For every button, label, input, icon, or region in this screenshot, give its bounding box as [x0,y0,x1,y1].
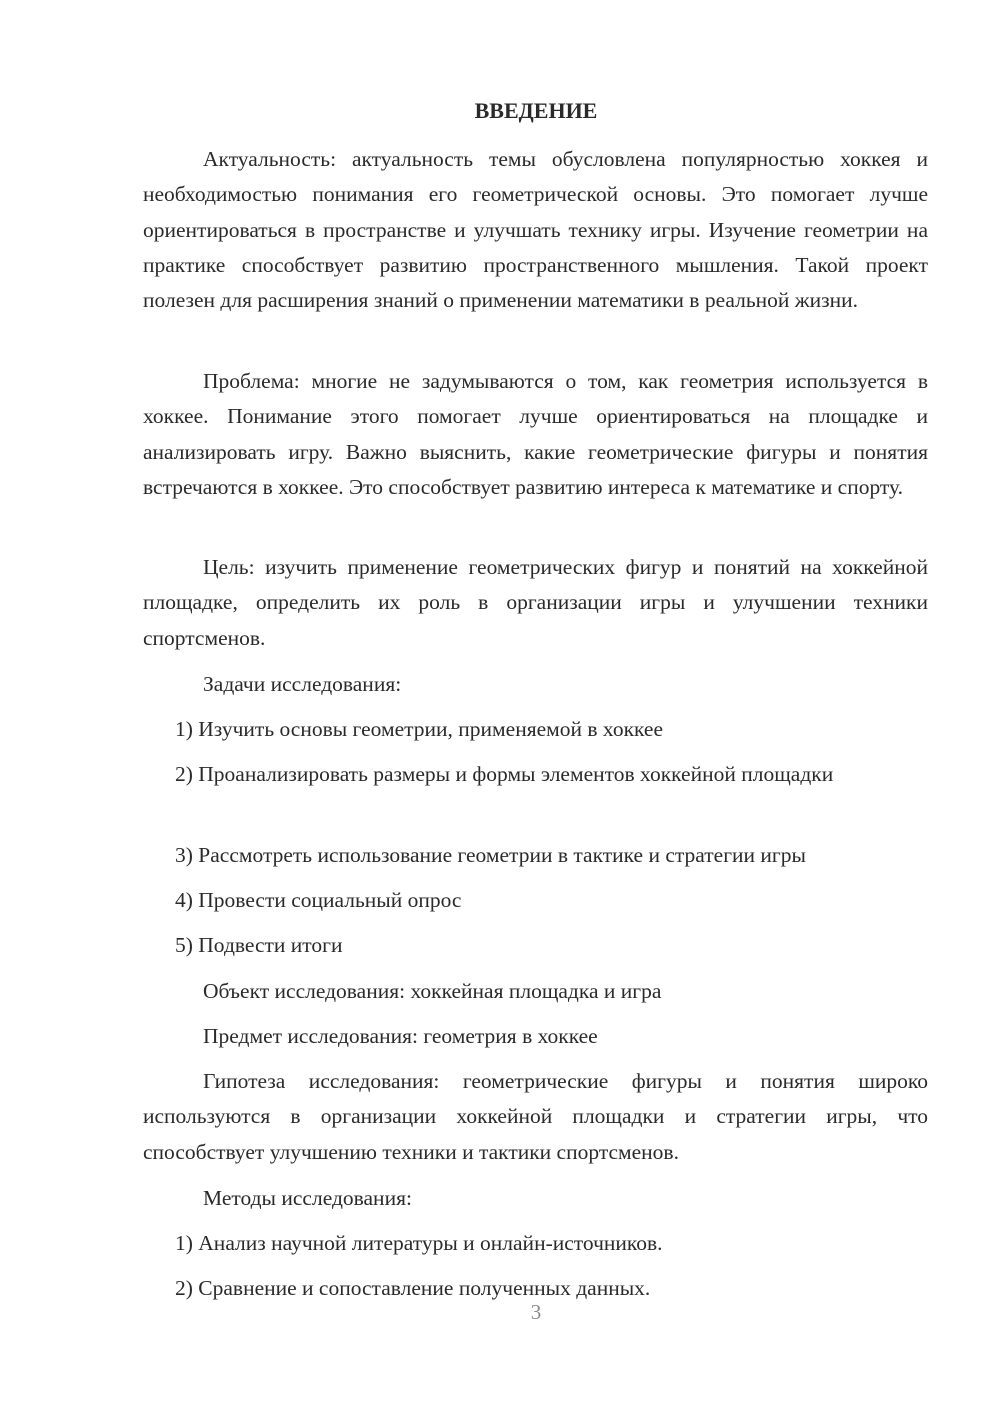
task-item: 1) Изучить основы геометрии, применяемой в хоккее [175,717,664,741]
hypothesis-paragraph: Гипотеза исследования: геометрические фигуры и понятия широко используются в организации хоккейной площадки и стратегии игры, что способствует улучшению техники и тактики спортсменов. [143,1069,928,1164]
goal-paragraph: Цель: изучить применение геометрических фигур и понятий на хоккейной площадке, определить их роль в организации игры и улучшении техники спортсменов. [143,555,928,650]
relevance-paragraph: Актуальность: актуальность темы обусловлена популярностью хоккея и необходимостью понимания его геометрической основы. Это помогает лучше ориентироваться в пространстве и улучшать технику игры. Изучение геометрии на практике способствует развитию пространственного мышления. Такой проект полезен для расширения знаний о применении математики в реальной жизни. [143,147,928,313]
task-item: 2) Проанализировать размеры и формы элементов хоккейной площадки [175,762,834,786]
method-item: 2) Сравнение и сопоставление полученных данных. [175,1276,651,1300]
tasks-heading: Задачи исследования: [203,672,402,696]
page-number: 3 [530,1300,542,1324]
task-item: 4) Провести социальный опрос [175,888,462,912]
task-item: 5) Подвести итоги [175,933,343,957]
methods-heading: Методы исследования: [203,1186,412,1210]
task-item: 3) Рассмотреть использование геометрии в тактике и стратегии игры [175,843,806,867]
research-object: Объект исследования: хоккейная площадка и игра [203,979,662,1003]
method-item: 1) Анализ научной литературы и онлайн-источников. [175,1231,663,1255]
section-heading: ВВЕДЕНИЕ [474,98,598,123]
research-subject: Предмет исследования: геометрия в хоккее [203,1024,598,1048]
problem-paragraph: Проблема: многие не задумываются о том, как геометрия используется в хоккее. Понимание этого помогает лучше ориентироваться на площадке и анализировать игру. Важно выяснить, какие геометрические фигуры и понятия встречаются в хоккее. Это способствует развитию интереса к математике и спорту. [143,369,928,499]
